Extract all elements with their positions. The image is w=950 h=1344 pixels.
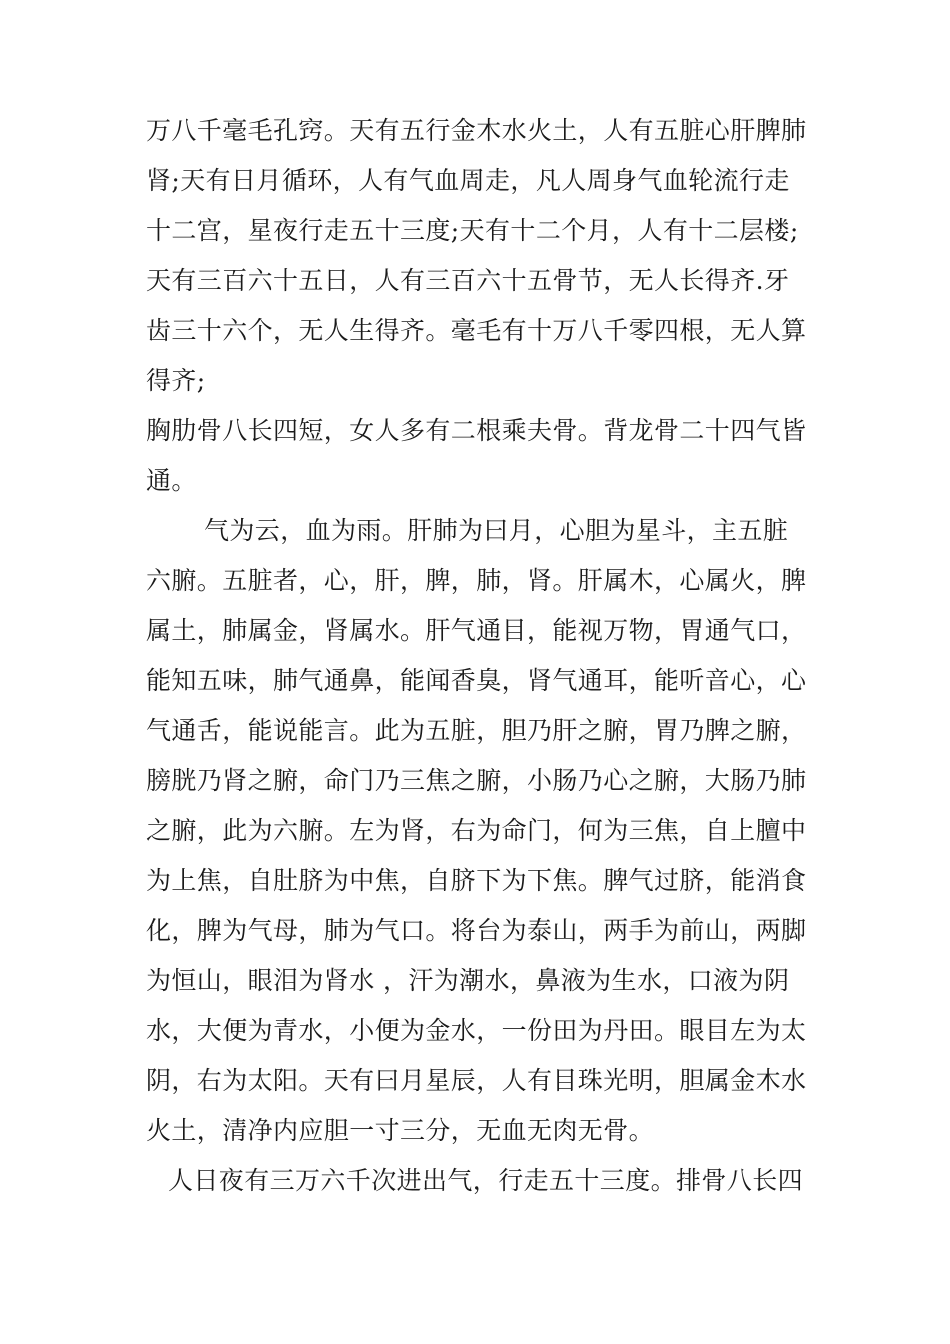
text-line-4: 天有三百六十五日，人有三百六十五骨节，无人长得齐.牙 [146,266,790,295]
text-line-2: 肾;天有日月循环，人有气血周走，凡人周身气血轮流行走 [146,166,790,195]
text-line-12: 能知五味，肺气通鼻，能闻香臭，肾气通耳，能听音心，心 [146,666,807,695]
text-line-14: 膀胱乃肾之腑，命门乃三焦之腑，小肠乃心之腑，大肠乃肺 [146,766,807,795]
text-line-10: 六腑。五脏者，心，肝，脾，肺，肾。肝属木，心属火，脾 [146,566,807,595]
text-line-19: 水，大便为青水，小便为金水，一份田为丹田。眼目左为太 [146,1016,807,1045]
text-line-11: 属土，肺属金，肾属水。肝气通目，能视万物，胃通气口， [146,616,807,645]
text-line-7: 胸肋骨八长四短，女人多有二根乘夫骨。背龙骨二十四气皆 [146,416,807,445]
text-line-8: 通。 [146,466,197,495]
text-line-9: 气为云，血为雨。肝肺为曰月，心胆为星斗，主五脏 [204,516,789,545]
text-line-22: 人日夜有三万六千次进出气，行走五十三度。排骨八长四 [168,1166,804,1195]
text-line-20: 阴，右为太阳。天有曰月星辰，人有目珠光明，胆属金木水 [146,1066,807,1095]
text-line-3: 十二宫，星夜行走五十三度;天有十二个月，人有十二层楼; [146,216,799,245]
text-line-13: 气通舌，能说能言。此为五脏，胆乃肝之腑，胃乃脾之腑， [146,716,807,745]
text-line-18: 为恒山，眼泪为肾水 ，汗为潮水，鼻液为生水，口液为阴 [146,966,790,995]
text-line-16: 为上焦，自肚脐为中焦，自脐下为下焦。脾气过脐，能消食 [146,866,807,895]
text-line-1: 万八千毫毛孔窍。天有五行金木水火土，人有五脏心肝脾肺 [146,116,807,145]
text-line-6: 得齐; [146,366,206,395]
text-line-17: 化，脾为气母，肺为气口。将台为泰山，两手为前山，两脚 [146,916,807,945]
text-line-15: 之腑，此为六腑。左为肾，右为命门，何为三焦，自上膻中 [146,816,807,845]
text-line-5: 齿三十六个，无人生得齐。毫毛有十万八千零四根，无人算 [146,316,807,345]
text-line-21: 火土，清净内应胆一寸三分，无血无肉无骨。 [146,1116,655,1145]
